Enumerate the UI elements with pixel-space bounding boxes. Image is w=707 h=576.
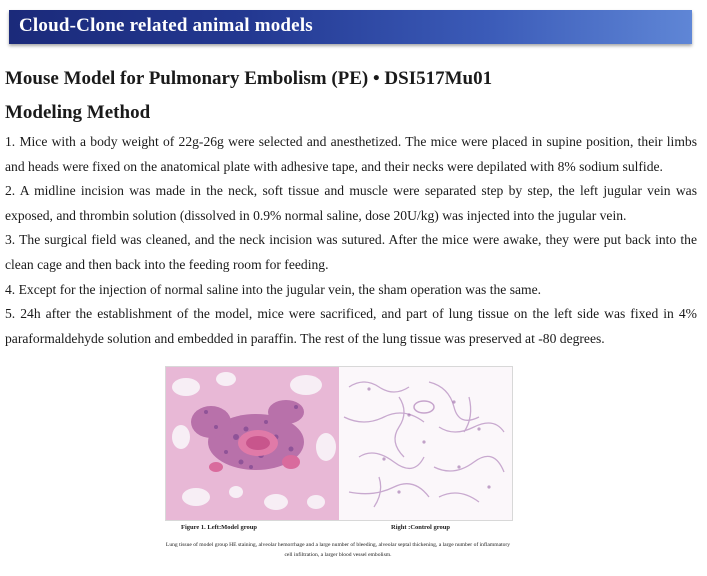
- figure-caption-right: Right :Control group: [391, 524, 450, 531]
- document-title: Mouse Model for Pulmonary Embolism (PE) • DSI517Mu01: [5, 68, 493, 89]
- header-banner: [9, 10, 692, 44]
- step-paragraph: 2. A midline incision was made in the neck, soft tissue and muscle were separated step by step, the left jugular vein was exposed, and thrombin solution (dissolved in 0.9% normal saline, dose 20U/kg) was injected into the jugular vein.: [5, 183, 697, 223]
- step-paragraph: 1. Mice with a body weight of 22g-26g were selected and anesthetized. The mice were placed in supine position, their limbs and heads were fixed on the anatomical plate with adhesive tape, and their necks were depilated with 8% sodium sulfide.: [5, 134, 697, 174]
- control-group-image: [339, 367, 512, 520]
- figure-description: Lung tissue of model group HE staining, alveolar hemorrhage and a large number of bleeding, alveolar septal thickening, a large number of inflammatory cell infiltration, a larger blood vessel embolism.: [165, 542, 511, 558]
- histology-figure: [165, 366, 513, 521]
- step-paragraph: 3. The surgical field was cleaned, and the neck incision was sutured. After the mice were awake, they were put back into the clean cage and then back into the feeding room for feeding.: [5, 232, 697, 272]
- banner-title: Cloud-Clone related animal models: [19, 15, 313, 36]
- step-paragraph: 4. Except for the injection of normal saline into the jugular vein, the sham operation was the same.: [5, 281, 542, 297]
- modeling-steps: [5, 130, 697, 351]
- step-paragraph: 5. 24h after the establishment of the model, mice were sacrificed, and part of lung tissue on the left side was fixed in 4% paraformaldehyde solution and embedded in paraffin. The rest of the lung tissue was preserved at -80 degrees.: [5, 306, 697, 346]
- model-group-image: [166, 367, 339, 520]
- section-title: Modeling Method: [5, 102, 151, 123]
- figure-caption-left: Figure 1. Left:Model group: [181, 524, 257, 531]
